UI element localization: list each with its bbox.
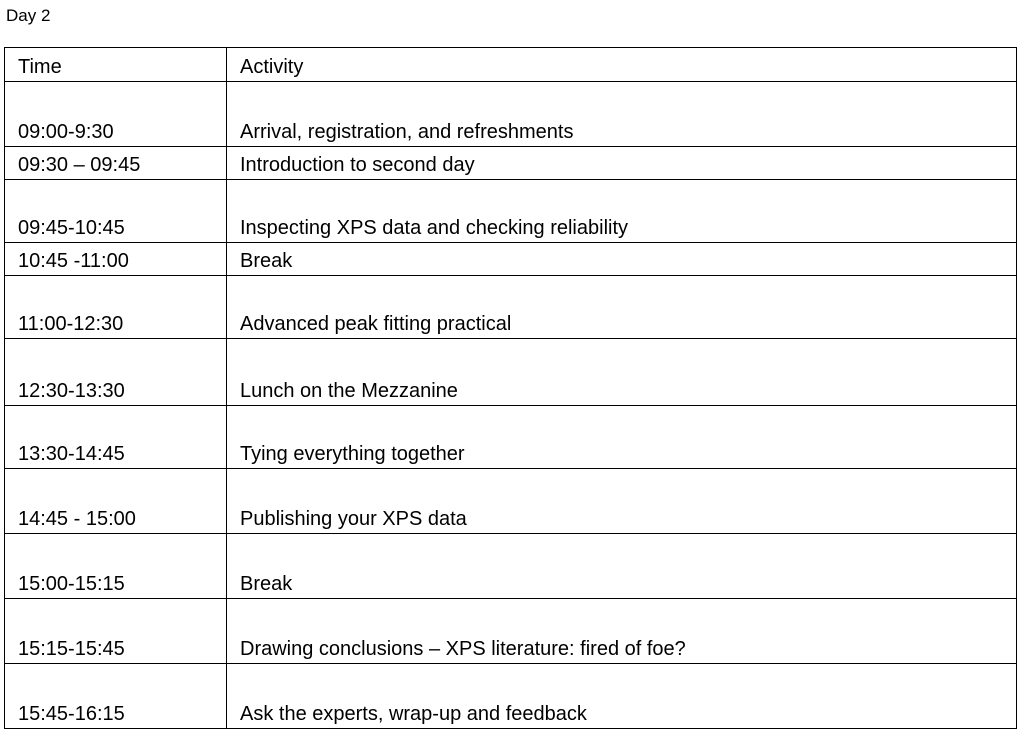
table-row <box>5 664 1017 729</box>
table-row <box>5 82 1017 147</box>
row-time: 11:00-12:30 <box>5 276 227 339</box>
row-time: 12:30-13:30 <box>5 339 227 406</box>
row-activity: Arrival, registration, and refreshments <box>227 82 1017 147</box>
row-activity: Lunch on the Mezzanine <box>227 339 1017 406</box>
row-activity: Break <box>227 243 1017 276</box>
table-row <box>5 406 1017 469</box>
column-header-time: Time <box>5 48 227 82</box>
table-row <box>5 243 1017 276</box>
row-activity: Ask the experts, wrap-up and feedback <box>227 664 1017 729</box>
row-time: 15:15-15:45 <box>5 599 227 664</box>
row-activity: Tying everything together <box>227 406 1017 469</box>
schedule-table <box>4 47 1017 729</box>
table-row <box>5 599 1017 664</box>
column-header-activity: Activity <box>227 48 1017 82</box>
row-activity: Drawing conclusions – XPS literature: fired of foe? <box>227 599 1017 664</box>
row-time: 09:30 – 09:45 <box>5 147 227 180</box>
row-time: 15:45-16:15 <box>5 664 227 729</box>
row-activity: Inspecting XPS data and checking reliability <box>227 180 1017 243</box>
table-row <box>5 276 1017 339</box>
table-row <box>5 534 1017 599</box>
row-activity: Advanced peak fitting practical <box>227 276 1017 339</box>
row-time: 15:00-15:15 <box>5 534 227 599</box>
row-time: 09:45-10:45 <box>5 180 227 243</box>
row-time: 13:30-14:45 <box>5 406 227 469</box>
table-row <box>5 469 1017 534</box>
row-activity: Break <box>227 534 1017 599</box>
table-row <box>5 180 1017 243</box>
row-time: 10:45 -11:00 <box>5 243 227 276</box>
table-header-row <box>5 48 1017 82</box>
row-activity: Introduction to second day <box>227 147 1017 180</box>
table-row <box>5 339 1017 406</box>
page-title: Day 2 <box>6 6 51 25</box>
table-row <box>5 147 1017 180</box>
row-activity: Publishing your XPS data <box>227 469 1017 534</box>
row-time: 14:45 - 15:00 <box>5 469 227 534</box>
row-time: 09:00-9:30 <box>5 82 227 147</box>
